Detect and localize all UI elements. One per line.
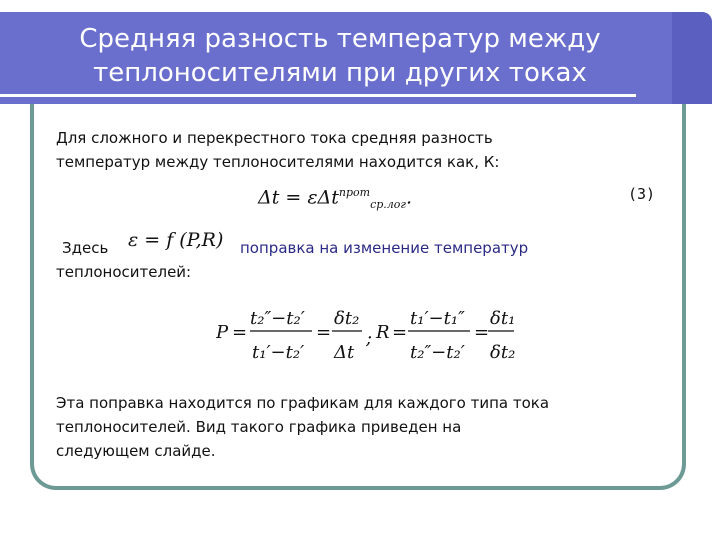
formula-dt-end: .	[406, 186, 413, 209]
here-label: Здесь	[62, 239, 109, 257]
svg-text:t₁′−t₁″: t₁′−t₁″	[410, 308, 465, 329]
formula-dt-sub: ср.лог	[370, 198, 406, 212]
formula-dt-lhs: Δt = εΔt	[258, 186, 339, 209]
svg-text:R: R	[376, 322, 390, 343]
equation-number: (3)	[628, 185, 656, 203]
svg-text:t₂″−t₂′: t₂″−t₂′	[410, 342, 465, 363]
title-underline	[0, 94, 636, 97]
svg-text:=: =	[392, 322, 408, 343]
correction-description: поправка на изменение температур	[240, 239, 529, 257]
svg-text:=: =	[316, 322, 332, 343]
svg-text:P: P	[216, 322, 229, 343]
slide-title: Средняя разность температур между теплоносителями при других токах	[79, 24, 601, 88]
formula-P-R	[216, 298, 516, 370]
formula-dt-sup: прот	[338, 186, 371, 199]
formula-epsilon: ε = f (P,R)	[128, 229, 224, 251]
svg-text:δt₁: δt₁	[490, 308, 516, 329]
intro-paragraph: Для сложного и перекрестного тока средняя разность температур между теплоносителями находится как, К:	[56, 129, 500, 171]
carriers-label: теплоносителей:	[56, 263, 192, 281]
svg-text:;: ;	[366, 328, 373, 349]
svg-text:δt₂: δt₂	[490, 342, 516, 363]
svg-text:=: =	[474, 322, 490, 343]
svg-text:=: =	[232, 322, 248, 343]
svg-text:Δt: Δt	[334, 342, 355, 363]
outro-paragraph: Эта поправка находится по графикам для каждого типа тока теплоносителей. Вид такого графика приведен на следующем слайде.	[56, 394, 550, 460]
svg-text:t₂″−t₂′: t₂″−t₂′	[250, 308, 305, 329]
formula-mean-temperature-difference	[258, 186, 412, 211]
svg-text:δt₂: δt₂	[334, 308, 360, 329]
svg-text:t₁′−t₂′: t₁′−t₂′	[252, 342, 305, 363]
title-bar	[0, 12, 712, 104]
